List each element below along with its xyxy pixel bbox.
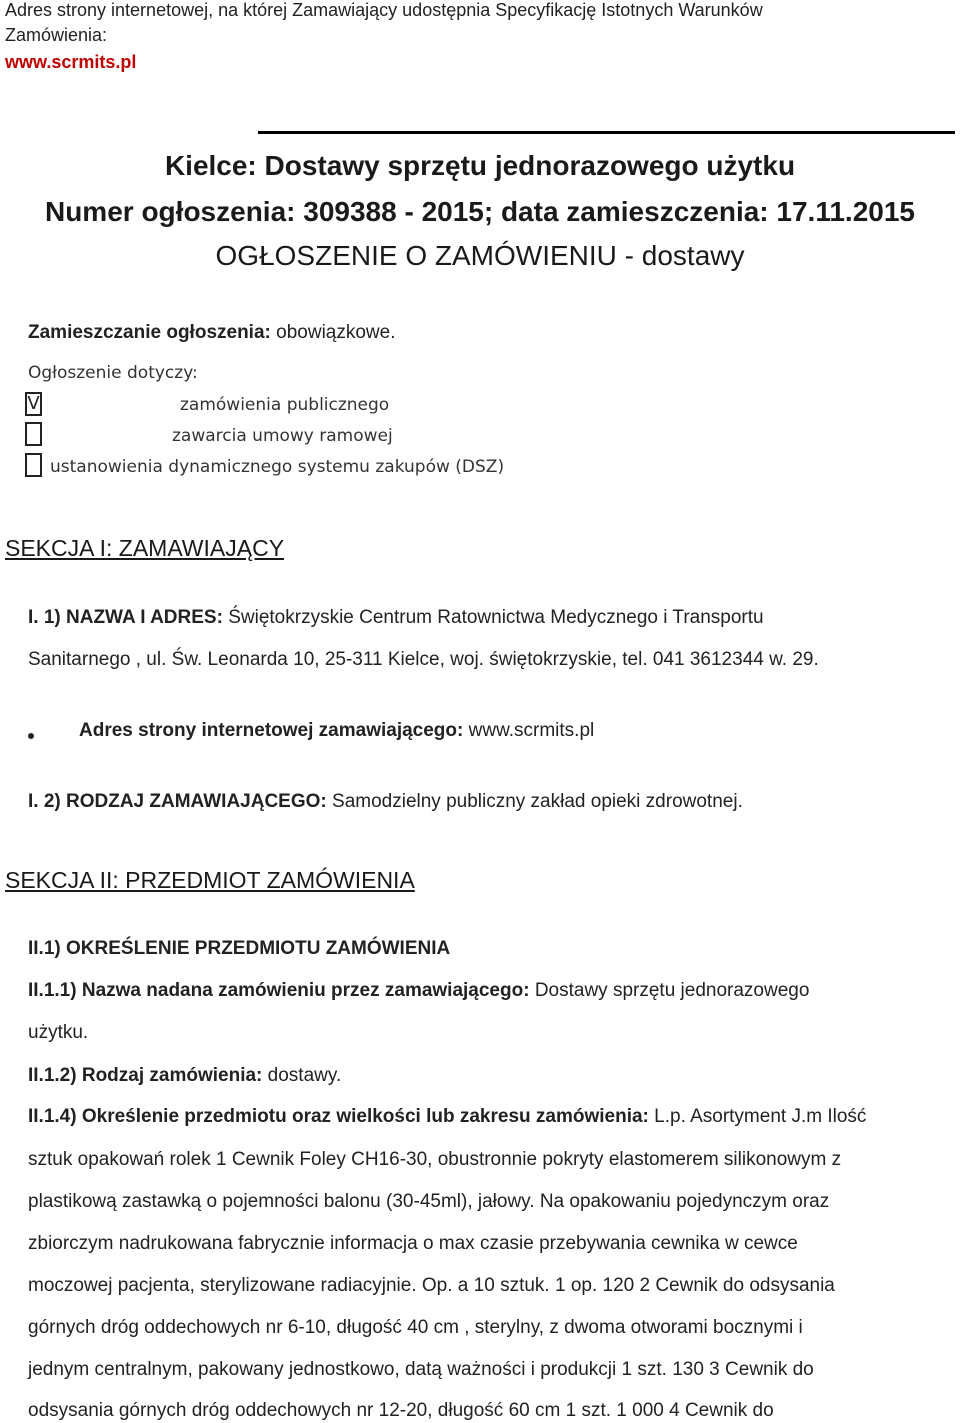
checkbox-label-dps: ustanowienia dynamicznego systemu zakupów (DSZ)	[50, 457, 505, 477]
order-description-text: plastikową zastawką o pojemności balonu (30-45ml), jałowy. Na opakowaniu pojedynczym oraz	[28, 1191, 830, 1212]
order-name-line	[28, 980, 809, 1002]
order-description-text: odsysania górnych dróg oddechowych nr 12-20, długość 60 cm 1 szt. 1 000 4 Cewnik do	[28, 1400, 774, 1421]
checkbox-public-contract[interactable]: V	[25, 392, 42, 416]
placement-value: obowiązkowe.	[276, 322, 396, 343]
order-description-text: zbiorczym nadrukowana fabrycznie informacja o max czasie przebywania cewnika w cewce	[28, 1233, 798, 1254]
website-line	[79, 720, 594, 742]
order-kind-label: II.1.2) Rodzaj zamówienia:	[28, 1065, 263, 1086]
contracting-kind-line	[28, 791, 743, 813]
order-description-text: moczowej pacjenta, sterylizowane radiacyjnie. Op. a 10 sztuk. 1 op. 120 2 Cewnik do odsysania	[28, 1275, 835, 1296]
bullet-icon	[28, 733, 34, 739]
order-description-first: L.p. Asortyment J.m Ilość	[654, 1106, 867, 1127]
order-description-line	[28, 1106, 866, 1128]
announcement-number: Numer ogłoszenia: 309388 - 2015; data zamieszczenia: 17.11.2015	[44, 196, 915, 227]
order-description-text: sztuk opakowań rolek 1 Cewnik Foley CH16-30, obustronnie pokryty elastomerem silikonowym z	[28, 1149, 842, 1170]
contracting-name-line	[28, 607, 764, 629]
contracting-address: Sanitarnego , ul. Św. Leonarda 10, 25-311 Kielce, woj. świętokrzyskie, tel. 041 3612344 w. 29.	[28, 649, 819, 670]
order-description-text: górnych dróg oddechowych nr 6-10, długość 40 cm , sterylny, z dwoma otworami bocznymi i	[28, 1317, 803, 1338]
contracting-name-value: Świętokrzyskie Centrum Ratownictwa Medycznego i Transportu	[228, 607, 764, 628]
subsection-2-1: II.1) OKREŚLENIE PRZEDMIOTU ZAMÓWIENIA	[28, 938, 451, 959]
horizontal-rule	[258, 131, 955, 134]
section-1-title: SEKCJA I: ZAMAWIAJĄCY	[5, 535, 285, 561]
site-link[interactable]: www.scrmits.pl	[5, 52, 137, 72]
section-2-title: SEKCJA II: PRZEDMIOT ZAMÓWIENIA	[5, 867, 415, 893]
page-title: Kielce: Dostawy sprzętu jednorazowego użytku	[164, 150, 796, 181]
order-name-label: II.1.1) Nazwa nadana zamówieniu przez zamawiającego:	[28, 980, 530, 1001]
order-description-label: II.1.4) Określenie przedmiotu oraz wielkości lub zakresu zamówienia:	[28, 1106, 649, 1127]
checkbox-dps[interactable]	[25, 453, 42, 477]
checkbox-label-framework-agreement: zawarcia umowy ramowej	[172, 426, 393, 446]
website-value[interactable]: www.scrmits.pl	[468, 720, 595, 741]
contracting-name-label: I. 1) NAZWA I ADRES:	[28, 607, 223, 628]
contracting-kind-value: Samodzielny publiczny zakład opieki zdrowotnej.	[332, 791, 743, 812]
order-name-continuation: użytku.	[28, 1022, 89, 1043]
announcement-type: OGŁOSZENIE O ZAMÓWIENIU - dostawy	[215, 240, 745, 271]
intro-text-line1: Adres strony internetowej, na której Zamawiający udostępnia Specyfikację Istotnych Warunków	[5, 0, 763, 20]
order-kind-value: dostawy.	[267, 1065, 342, 1086]
order-description-text: jednym centralnym, pakowany jednostkowo, datą ważności i produkcji 1 szt. 130 3 Cewnik do	[28, 1359, 814, 1380]
order-kind-line	[28, 1065, 341, 1087]
checkbox-framework-agreement[interactable]	[25, 422, 42, 446]
intro-text-line2: Zamówienia:	[5, 25, 108, 45]
concerns-label: Ogłoszenie dotyczy:	[28, 363, 198, 383]
checkbox-label-public-contract: zamówienia publicznego	[180, 395, 390, 415]
contracting-kind-label: I. 2) RODZAJ ZAMAWIAJĄCEGO:	[28, 791, 327, 812]
placement-line	[28, 322, 395, 344]
website-label: Adres strony internetowej zamawiającego:	[79, 720, 464, 741]
placement-label: Zamieszczanie ogłoszenia:	[28, 322, 271, 343]
order-name-value: Dostawy sprzętu jednorazowego	[534, 980, 810, 1001]
